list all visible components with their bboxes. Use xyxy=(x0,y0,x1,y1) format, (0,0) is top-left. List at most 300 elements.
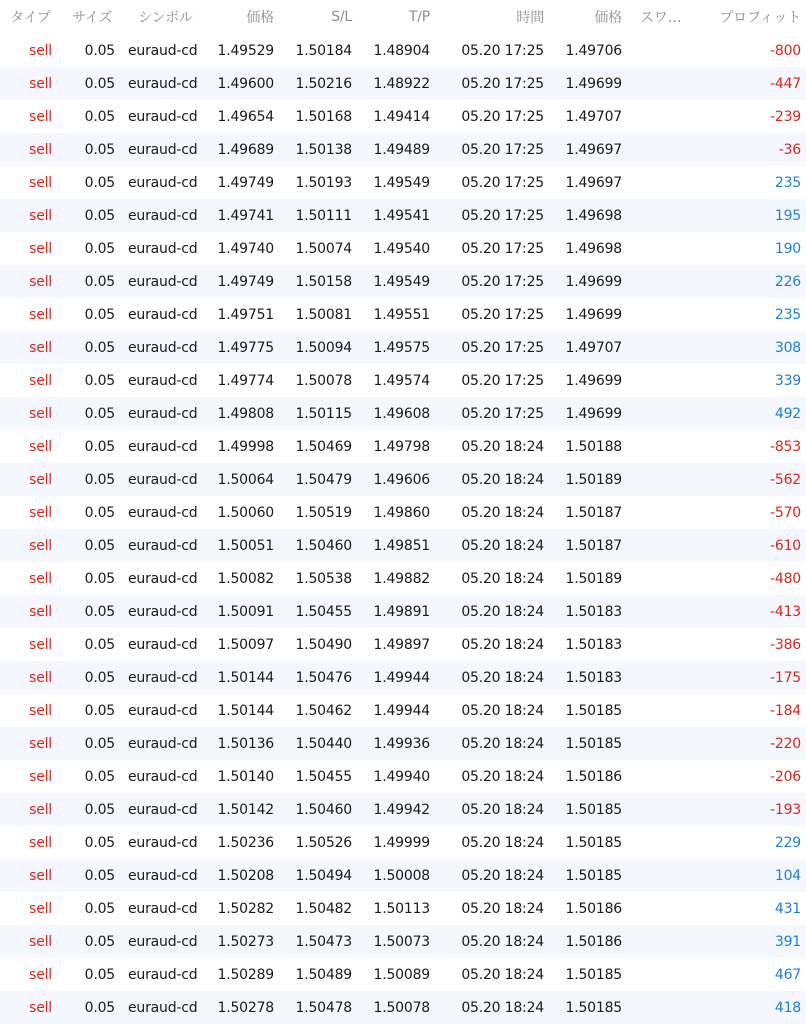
cell-symbol: euraud-cd xyxy=(128,867,198,884)
cell-open-price: 1.50273 xyxy=(217,933,274,950)
cell-tp: 1.49944 xyxy=(373,669,430,686)
cell-type: sell xyxy=(29,75,52,92)
cell-profit: -480 xyxy=(770,570,801,587)
cell-size: 0.05 xyxy=(84,141,115,158)
cell-profit: 229 xyxy=(774,834,801,851)
cell-time: 05.20 18:24 xyxy=(461,900,544,917)
cell-symbol: euraud-cd xyxy=(128,438,198,455)
cell-size: 0.05 xyxy=(84,471,115,488)
cell-size: 0.05 xyxy=(84,570,115,587)
cell-symbol: euraud-cd xyxy=(128,735,198,752)
cell-type: sell xyxy=(29,669,52,686)
cell-symbol: euraud-cd xyxy=(128,570,198,587)
cell-type: sell xyxy=(29,273,52,290)
cell-profit: -800 xyxy=(770,42,801,59)
cell-type: sell xyxy=(29,603,52,620)
table-row[interactable] xyxy=(0,298,806,331)
cell-symbol: euraud-cd xyxy=(128,273,198,290)
cell-type: sell xyxy=(29,240,52,257)
cell-open-price: 1.49741 xyxy=(217,207,274,224)
cell-profit: -570 xyxy=(770,504,801,521)
table-row[interactable] xyxy=(0,34,806,67)
cell-current-price: 1.49697 xyxy=(565,174,622,191)
table-row[interactable] xyxy=(0,166,806,199)
cell-time: 05.20 18:24 xyxy=(461,438,544,455)
table-row[interactable] xyxy=(0,364,806,397)
cell-type: sell xyxy=(29,801,52,818)
cell-current-price: 1.50183 xyxy=(565,603,622,620)
cell-size: 0.05 xyxy=(84,867,115,884)
cell-tp: 1.49606 xyxy=(373,471,430,488)
cell-type: sell xyxy=(29,735,52,752)
cell-symbol: euraud-cd xyxy=(128,174,198,191)
cell-profit: -447 xyxy=(770,75,801,92)
cell-symbol: euraud-cd xyxy=(128,603,198,620)
header-sl[interactable]: S/L xyxy=(331,9,352,25)
cell-type: sell xyxy=(29,900,52,917)
cell-time: 05.20 18:24 xyxy=(461,801,544,818)
cell-time: 05.20 17:25 xyxy=(461,141,544,158)
cell-type: sell xyxy=(29,372,52,389)
cell-open-price: 1.50091 xyxy=(217,603,274,620)
cell-tp: 1.49851 xyxy=(373,537,430,554)
cell-tp: 1.50073 xyxy=(373,933,430,950)
cell-open-price: 1.50236 xyxy=(217,834,274,851)
cell-current-price: 1.50188 xyxy=(565,438,622,455)
cell-sl: 1.50489 xyxy=(295,966,352,983)
cell-sl: 1.50519 xyxy=(295,504,352,521)
table-row[interactable] xyxy=(0,694,806,727)
cell-type: sell xyxy=(29,306,52,323)
cell-symbol: euraud-cd xyxy=(128,669,198,686)
cell-current-price: 1.50185 xyxy=(565,735,622,752)
cell-open-price: 1.50142 xyxy=(217,801,274,818)
cell-type: sell xyxy=(29,207,52,224)
cell-profit: 492 xyxy=(774,405,801,422)
cell-sl: 1.50460 xyxy=(295,537,352,554)
cell-symbol: euraud-cd xyxy=(128,768,198,785)
cell-symbol: euraud-cd xyxy=(128,108,198,125)
cell-sl: 1.50482 xyxy=(295,900,352,917)
cell-open-price: 1.50144 xyxy=(217,702,274,719)
cell-current-price: 1.50186 xyxy=(565,768,622,785)
cell-sl: 1.50479 xyxy=(295,471,352,488)
header-swap[interactable]: スワ… xyxy=(640,10,682,26)
cell-open-price: 1.49808 xyxy=(217,405,274,422)
cell-symbol: euraud-cd xyxy=(128,933,198,950)
cell-symbol: euraud-cd xyxy=(128,900,198,917)
cell-open-price: 1.50208 xyxy=(217,867,274,884)
cell-type: sell xyxy=(29,834,52,851)
cell-open-price: 1.49775 xyxy=(217,339,274,356)
cell-current-price: 1.49699 xyxy=(565,75,622,92)
cell-profit: 235 xyxy=(774,306,801,323)
cell-current-price: 1.49697 xyxy=(565,141,622,158)
cell-tp: 1.49999 xyxy=(373,834,430,851)
cell-symbol: euraud-cd xyxy=(128,306,198,323)
cell-sl: 1.50526 xyxy=(295,834,352,851)
cell-time: 05.20 18:24 xyxy=(461,999,544,1016)
cell-size: 0.05 xyxy=(84,966,115,983)
cell-profit: 391 xyxy=(774,933,801,950)
cell-symbol: euraud-cd xyxy=(128,471,198,488)
cell-tp: 1.48922 xyxy=(373,75,430,92)
cell-type: sell xyxy=(29,768,52,785)
cell-size: 0.05 xyxy=(84,372,115,389)
cell-type: sell xyxy=(29,537,52,554)
cell-time: 05.20 17:25 xyxy=(461,273,544,290)
cell-type: sell xyxy=(29,702,52,719)
cell-current-price: 1.50183 xyxy=(565,636,622,653)
cell-size: 0.05 xyxy=(84,801,115,818)
cell-type: sell xyxy=(29,504,52,521)
header-symbol[interactable]: シンボル xyxy=(138,10,193,26)
cell-time: 05.20 18:24 xyxy=(461,768,544,785)
table-row[interactable] xyxy=(0,397,806,430)
cell-profit: -220 xyxy=(770,735,801,752)
cell-size: 0.05 xyxy=(84,42,115,59)
cell-symbol: euraud-cd xyxy=(128,966,198,983)
cell-sl: 1.50074 xyxy=(295,240,352,257)
cell-type: sell xyxy=(29,141,52,158)
table-row[interactable] xyxy=(0,859,806,892)
cell-sl: 1.50469 xyxy=(295,438,352,455)
cell-tp: 1.49549 xyxy=(373,273,430,290)
cell-size: 0.05 xyxy=(84,702,115,719)
table-row[interactable] xyxy=(0,925,806,958)
cell-open-price: 1.49749 xyxy=(217,273,274,290)
cell-symbol: euraud-cd xyxy=(128,75,198,92)
cell-sl: 1.50216 xyxy=(295,75,352,92)
cell-tp: 1.49551 xyxy=(373,306,430,323)
cell-open-price: 1.49749 xyxy=(217,174,274,191)
cell-profit: -610 xyxy=(770,537,801,554)
cell-tp: 1.49414 xyxy=(373,108,430,125)
cell-time: 05.20 17:25 xyxy=(461,108,544,125)
cell-open-price: 1.49740 xyxy=(217,240,274,257)
cell-symbol: euraud-cd xyxy=(128,834,198,851)
cell-open-price: 1.49774 xyxy=(217,372,274,389)
cell-profit: -184 xyxy=(770,702,801,719)
cell-sl: 1.50078 xyxy=(295,372,352,389)
cell-tp: 1.49936 xyxy=(373,735,430,752)
table-row[interactable] xyxy=(0,892,806,925)
cell-open-price: 1.50064 xyxy=(217,471,274,488)
cell-profit: -413 xyxy=(770,603,801,620)
cell-open-price: 1.50082 xyxy=(217,570,274,587)
table-row[interactable] xyxy=(0,661,806,694)
cell-time: 05.20 17:25 xyxy=(461,42,544,59)
table-row[interactable] xyxy=(0,67,806,100)
table-row[interactable] xyxy=(0,595,806,628)
cell-tp: 1.49942 xyxy=(373,801,430,818)
cell-sl: 1.50538 xyxy=(295,570,352,587)
header-size[interactable]: サイズ xyxy=(72,10,113,26)
cell-current-price: 1.49699 xyxy=(565,372,622,389)
cell-tp: 1.49549 xyxy=(373,174,430,191)
cell-current-price: 1.50185 xyxy=(565,801,622,818)
cell-open-price: 1.49529 xyxy=(217,42,274,59)
cell-current-price: 1.49698 xyxy=(565,207,622,224)
cell-current-price: 1.50185 xyxy=(565,702,622,719)
table-row[interactable] xyxy=(0,529,806,562)
cell-sl: 1.50184 xyxy=(295,42,352,59)
table-header xyxy=(0,0,806,34)
cell-sl: 1.50494 xyxy=(295,867,352,884)
cell-type: sell xyxy=(29,42,52,59)
table-row[interactable] xyxy=(0,727,806,760)
header-current-price[interactable]: 価格 xyxy=(594,10,622,26)
cell-type: sell xyxy=(29,966,52,983)
cell-sl: 1.50478 xyxy=(295,999,352,1016)
cell-time: 05.20 17:25 xyxy=(461,240,544,257)
cell-size: 0.05 xyxy=(84,999,115,1016)
cell-tp: 1.49891 xyxy=(373,603,430,620)
cell-time: 05.20 17:25 xyxy=(461,75,544,92)
cell-size: 0.05 xyxy=(84,438,115,455)
header-open-price[interactable]: 価格 xyxy=(246,10,274,26)
cell-time: 05.20 18:24 xyxy=(461,735,544,752)
cell-profit: -193 xyxy=(770,801,801,818)
cell-profit: -206 xyxy=(770,768,801,785)
table-row[interactable] xyxy=(0,100,806,133)
cell-time: 05.20 18:24 xyxy=(461,570,544,587)
cell-time: 05.20 18:24 xyxy=(461,471,544,488)
table-row[interactable] xyxy=(0,199,806,232)
cell-type: sell xyxy=(29,570,52,587)
table-row[interactable] xyxy=(0,133,806,166)
cell-profit: -36 xyxy=(778,141,801,158)
table-row[interactable] xyxy=(0,331,806,364)
cell-type: sell xyxy=(29,999,52,1016)
cell-profit: 418 xyxy=(774,999,801,1016)
cell-size: 0.05 xyxy=(84,669,115,686)
cell-open-price: 1.49998 xyxy=(217,438,274,455)
cell-profit: 339 xyxy=(774,372,801,389)
cell-sl: 1.50094 xyxy=(295,339,352,356)
cell-time: 05.20 18:24 xyxy=(461,636,544,653)
cell-time: 05.20 18:24 xyxy=(461,933,544,950)
cell-tp: 1.49798 xyxy=(373,438,430,455)
cell-open-price: 1.50144 xyxy=(217,669,274,686)
cell-current-price: 1.49707 xyxy=(565,339,622,356)
cell-sl: 1.50455 xyxy=(295,768,352,785)
cell-tp: 1.49540 xyxy=(373,240,430,257)
cell-sl: 1.50455 xyxy=(295,603,352,620)
cell-time: 05.20 18:24 xyxy=(461,834,544,851)
cell-profit: 467 xyxy=(774,966,801,983)
cell-tp: 1.50078 xyxy=(373,999,430,1016)
cell-type: sell xyxy=(29,174,52,191)
cell-open-price: 1.50278 xyxy=(217,999,274,1016)
cell-time: 05.20 17:25 xyxy=(461,339,544,356)
cell-tp: 1.49860 xyxy=(373,504,430,521)
cell-current-price: 1.49707 xyxy=(565,108,622,125)
cell-time: 05.20 18:24 xyxy=(461,702,544,719)
cell-size: 0.05 xyxy=(84,405,115,422)
cell-sl: 1.50193 xyxy=(295,174,352,191)
cell-current-price: 1.50187 xyxy=(565,537,622,554)
cell-current-price: 1.50185 xyxy=(565,834,622,851)
cell-type: sell xyxy=(29,933,52,950)
cell-size: 0.05 xyxy=(84,207,115,224)
cell-open-price: 1.49654 xyxy=(217,108,274,125)
cell-time: 05.20 17:25 xyxy=(461,405,544,422)
cell-time: 05.20 18:24 xyxy=(461,603,544,620)
cell-type: sell xyxy=(29,108,52,125)
cell-current-price: 1.49706 xyxy=(565,42,622,59)
cell-tp: 1.49897 xyxy=(373,636,430,653)
cell-current-price: 1.49698 xyxy=(565,240,622,257)
cell-size: 0.05 xyxy=(84,273,115,290)
cell-sl: 1.50490 xyxy=(295,636,352,653)
cell-tp: 1.49940 xyxy=(373,768,430,785)
cell-type: sell xyxy=(29,339,52,356)
cell-sl: 1.50158 xyxy=(295,273,352,290)
cell-size: 0.05 xyxy=(84,636,115,653)
cell-sl: 1.50476 xyxy=(295,669,352,686)
cell-symbol: euraud-cd xyxy=(128,141,198,158)
cell-size: 0.05 xyxy=(84,504,115,521)
cell-size: 0.05 xyxy=(84,240,115,257)
cell-current-price: 1.50186 xyxy=(565,900,622,917)
cell-symbol: euraud-cd xyxy=(128,801,198,818)
cell-type: sell xyxy=(29,636,52,653)
cell-time: 05.20 18:24 xyxy=(461,504,544,521)
cell-sl: 1.50115 xyxy=(295,405,352,422)
cell-tp: 1.49944 xyxy=(373,702,430,719)
cell-type: sell xyxy=(29,471,52,488)
table-row[interactable] xyxy=(0,463,806,496)
cell-tp: 1.50089 xyxy=(373,966,430,983)
cell-sl: 1.50138 xyxy=(295,141,352,158)
cell-profit: 104 xyxy=(774,867,801,884)
cell-size: 0.05 xyxy=(84,108,115,125)
cell-open-price: 1.50140 xyxy=(217,768,274,785)
cell-time: 05.20 18:24 xyxy=(461,669,544,686)
cell-size: 0.05 xyxy=(84,735,115,752)
cell-tp: 1.49541 xyxy=(373,207,430,224)
cell-current-price: 1.49699 xyxy=(565,306,622,323)
header-profit[interactable]: プロフィット xyxy=(719,10,801,26)
cell-open-price: 1.50282 xyxy=(217,900,274,917)
cell-current-price: 1.50189 xyxy=(565,471,622,488)
cell-type: sell xyxy=(29,867,52,884)
cell-symbol: euraud-cd xyxy=(128,636,198,653)
cell-symbol: euraud-cd xyxy=(128,207,198,224)
cell-open-price: 1.49600 xyxy=(217,75,274,92)
cell-profit: -386 xyxy=(770,636,801,653)
cell-tp: 1.49489 xyxy=(373,141,430,158)
cell-time: 05.20 18:24 xyxy=(461,537,544,554)
cell-open-price: 1.50060 xyxy=(217,504,274,521)
cell-tp: 1.49575 xyxy=(373,339,430,356)
cell-open-price: 1.49751 xyxy=(217,306,274,323)
cell-profit: -562 xyxy=(770,471,801,488)
cell-type: sell xyxy=(29,438,52,455)
cell-profit: -853 xyxy=(770,438,801,455)
cell-open-price: 1.50097 xyxy=(217,636,274,653)
cell-symbol: euraud-cd xyxy=(128,42,198,59)
cell-current-price: 1.50185 xyxy=(565,867,622,884)
table-row[interactable] xyxy=(0,562,806,595)
cell-time: 05.20 17:25 xyxy=(461,372,544,389)
cell-time: 05.20 18:24 xyxy=(461,966,544,983)
table-row[interactable] xyxy=(0,628,806,661)
cell-profit: -175 xyxy=(770,669,801,686)
header-type[interactable]: タイプ xyxy=(10,10,51,26)
cell-tp: 1.49882 xyxy=(373,570,430,587)
cell-size: 0.05 xyxy=(84,537,115,554)
cell-profit: 431 xyxy=(774,900,801,917)
cell-size: 0.05 xyxy=(84,603,115,620)
cell-open-price: 1.49689 xyxy=(217,141,274,158)
cell-time: 05.20 18:24 xyxy=(461,867,544,884)
table-row[interactable] xyxy=(0,958,806,991)
cell-size: 0.05 xyxy=(84,900,115,917)
cell-symbol: euraud-cd xyxy=(128,240,198,257)
cell-size: 0.05 xyxy=(84,174,115,191)
cell-tp: 1.50008 xyxy=(373,867,430,884)
table-row[interactable] xyxy=(0,826,806,859)
cell-symbol: euraud-cd xyxy=(128,537,198,554)
cell-size: 0.05 xyxy=(84,306,115,323)
cell-sl: 1.50081 xyxy=(295,306,352,323)
cell-current-price: 1.50186 xyxy=(565,933,622,950)
header-time[interactable]: 時間 xyxy=(516,10,544,26)
table-row[interactable] xyxy=(0,265,806,298)
cell-symbol: euraud-cd xyxy=(128,999,198,1016)
cell-size: 0.05 xyxy=(84,339,115,356)
cell-sl: 1.50460 xyxy=(295,801,352,818)
table-row[interactable] xyxy=(0,991,806,1024)
cell-profit: 235 xyxy=(774,174,801,191)
table-row[interactable] xyxy=(0,793,806,826)
cell-current-price: 1.49699 xyxy=(565,405,622,422)
cell-tp: 1.48904 xyxy=(373,42,430,59)
cell-sl: 1.50462 xyxy=(295,702,352,719)
cell-symbol: euraud-cd xyxy=(128,372,198,389)
cell-current-price: 1.49699 xyxy=(565,273,622,290)
table-row[interactable] xyxy=(0,760,806,793)
table-row[interactable] xyxy=(0,496,806,529)
table-row[interactable] xyxy=(0,430,806,463)
cell-current-price: 1.50187 xyxy=(565,504,622,521)
table-row[interactable] xyxy=(0,232,806,265)
cell-tp: 1.50113 xyxy=(373,900,430,917)
cell-current-price: 1.50183 xyxy=(565,669,622,686)
cell-tp: 1.49574 xyxy=(373,372,430,389)
cell-symbol: euraud-cd xyxy=(128,405,198,422)
cell-open-price: 1.50051 xyxy=(217,537,274,554)
cell-sl: 1.50168 xyxy=(295,108,352,125)
cell-sl: 1.50473 xyxy=(295,933,352,950)
cell-profit: 308 xyxy=(774,339,801,356)
cell-size: 0.05 xyxy=(84,834,115,851)
cell-time: 05.20 17:25 xyxy=(461,174,544,191)
cell-profit: -239 xyxy=(770,108,801,125)
cell-sl: 1.50440 xyxy=(295,735,352,752)
cell-tp: 1.49608 xyxy=(373,405,430,422)
header-tp[interactable]: T/P xyxy=(408,9,430,25)
cell-open-price: 1.50136 xyxy=(217,735,274,752)
cell-profit: 195 xyxy=(774,207,801,224)
cell-current-price: 1.50185 xyxy=(565,966,622,983)
table-body xyxy=(0,34,806,1024)
cell-current-price: 1.50185 xyxy=(565,999,622,1016)
cell-symbol: euraud-cd xyxy=(128,339,198,356)
cell-size: 0.05 xyxy=(84,933,115,950)
